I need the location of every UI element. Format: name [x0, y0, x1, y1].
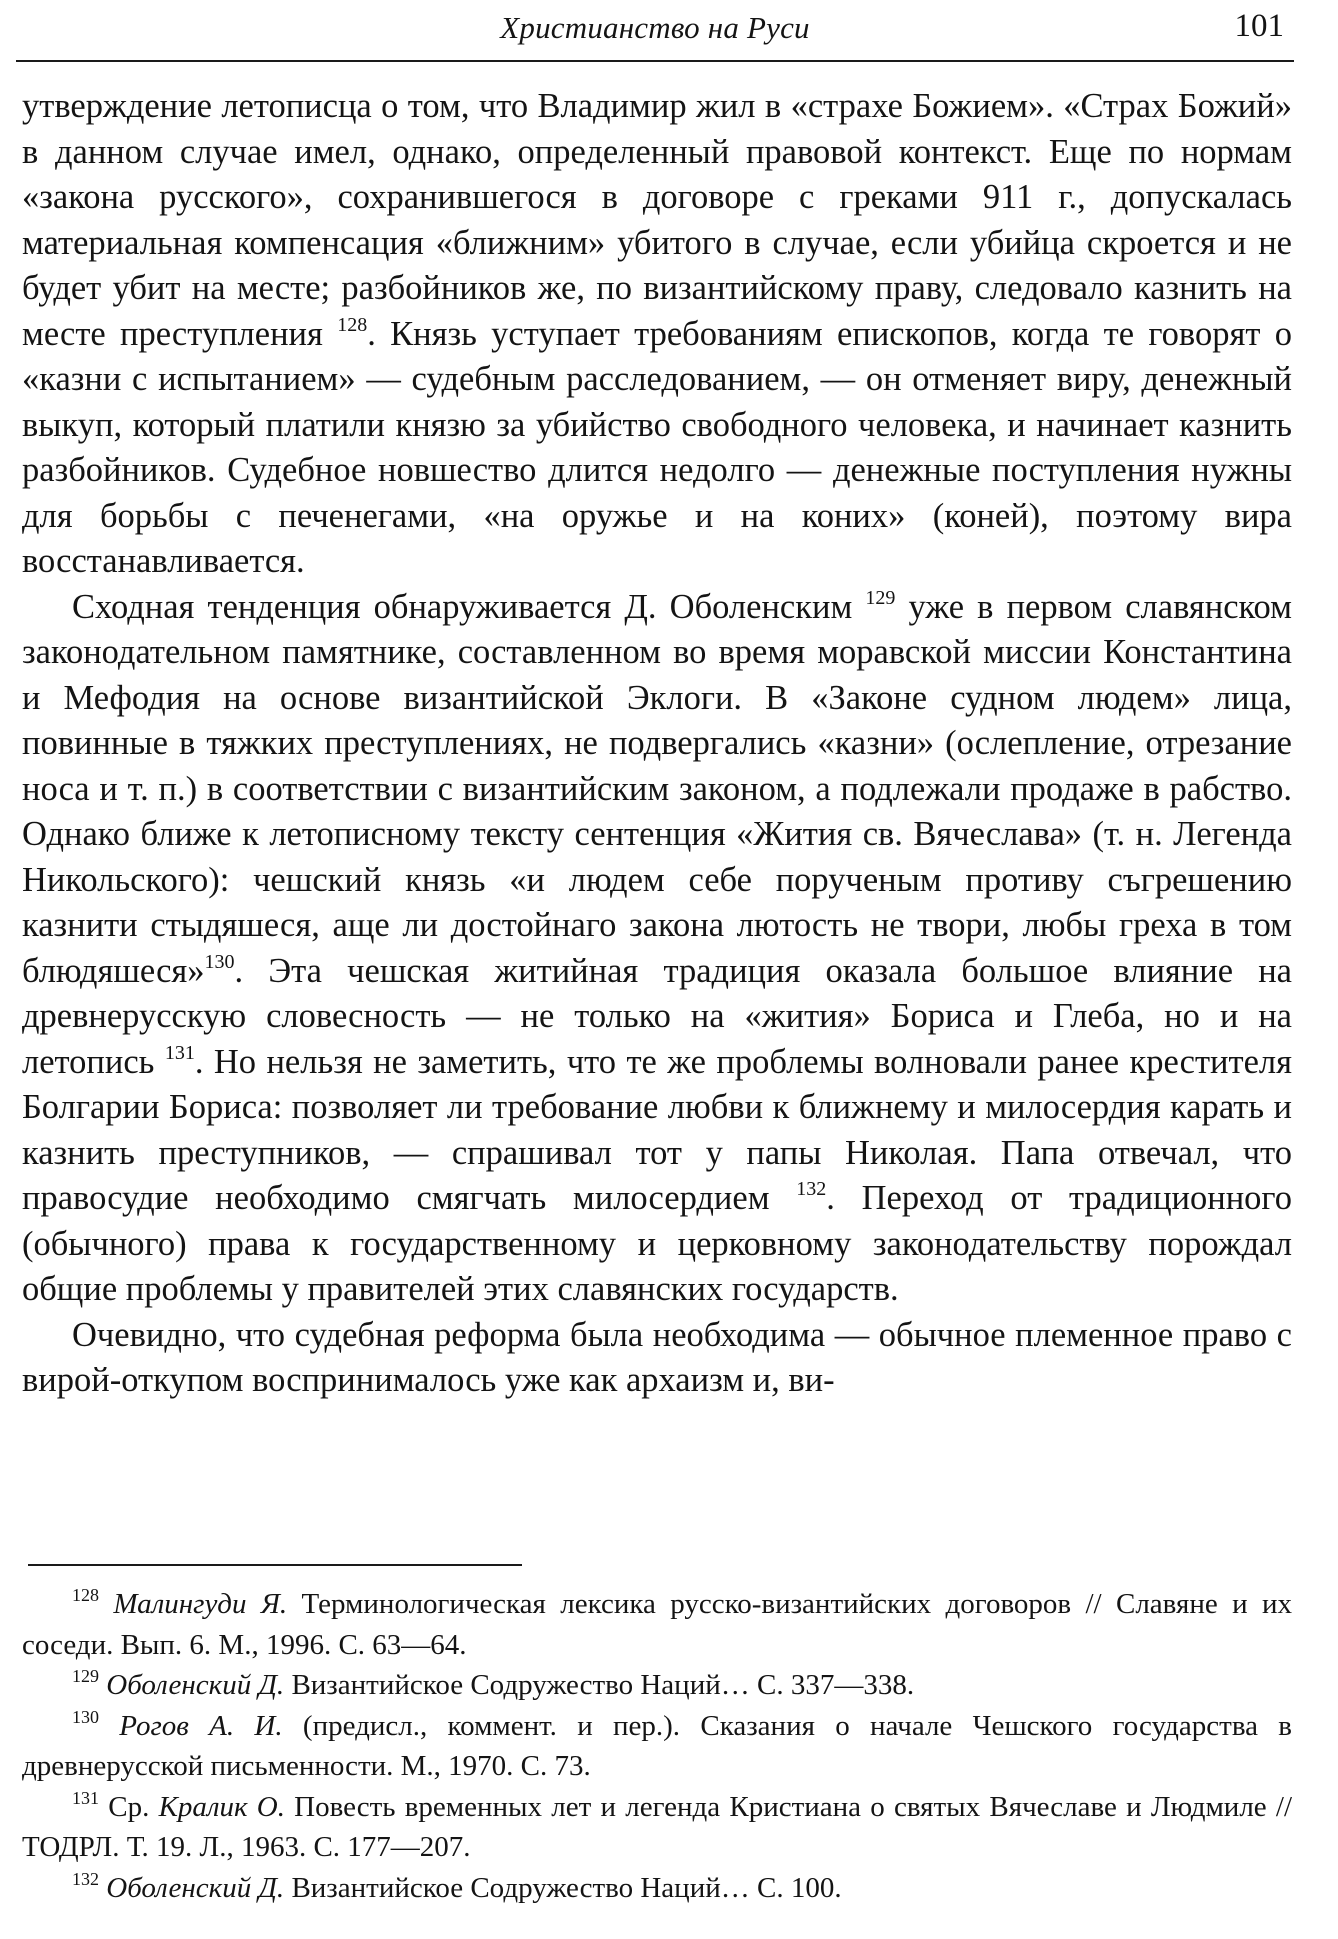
text-run: Сходная тенденция обнаруживается Д. Оболенским — [72, 587, 866, 626]
footnote-text: Терминологическая лексика русско-византийских договоров // Славяне и их соседи. Вып. 6. М., 1996. С. 63—64. — [22, 1588, 1293, 1661]
footnote-number: 131 — [72, 1787, 99, 1808]
paragraph-2 — [22, 585, 1292, 1313]
footnote-ref-128: 128 — [337, 313, 368, 336]
footnote-text: (предисл., коммент. и пер.). Сказания о начале Чешского государства в древнерусской письменности. М., 1970. С. 73. — [22, 1709, 1293, 1782]
main-text — [22, 84, 1292, 1404]
running-head — [16, 0, 1294, 62]
footnote-number: 129 — [72, 1666, 99, 1686]
footnote-author: Оболенский Д. — [106, 1669, 285, 1701]
footnote-130 — [22, 1706, 1292, 1787]
footnote-text: Византийское Содружество Наций… С. 337—338. — [284, 1669, 915, 1701]
text-run: . Князь уступает требованиям епископов, когда те говорят о «казни с испытанием» — судебным расследованием, — он отменяет виру, денежный выкуп, который платили князю за убийство свободного человека, и начинает казнить разбойников. Судебное новшество длится недолго — денежные поступления нужны для борьбы с печенегами, «на оружье и на коних» (коней), поэтому вира восстанавливается. — [22, 314, 1292, 580]
page-number: 101 — [1234, 8, 1284, 44]
text-run: утверждение летописца о том, что Владимир жил в «страхе Божием». «Страх Божий» в данном случае имел, однако, определенный правовой контекст. Еще по нормам «закона русского», сохранившегося в договоре с греками 911 г., допускалась материальная компенсация «ближним» убитого в случае, если убийца скроется и не будет убит на месте; разбойников же, по византийскому праву, следовало казнить на месте преступления — [22, 87, 1292, 353]
footnote-prefix: Ср. — [108, 1790, 159, 1823]
footnote-divider — [28, 1564, 522, 1566]
footnote-129 — [22, 1665, 1292, 1706]
paragraph-3 — [22, 1313, 1292, 1404]
footnote-ref-129: 129 — [865, 586, 896, 609]
running-title: Христианство на Руси — [500, 10, 810, 45]
footnote-ref-131: 131 — [164, 1041, 195, 1064]
footnote-author: Кралик О. — [158, 1790, 285, 1823]
text-run: . Переход от традиционного (обычного) права к государственному и церковному законодательству порождал общие проблемы у правителей этих славянских государств. — [22, 1179, 1292, 1308]
footnote-132 — [22, 1868, 1292, 1909]
footnote-ref-132: 132 — [796, 1178, 827, 1200]
text-run: . Эта чешская житийная традиция оказала большое влияние на древнерусскую словесность — не только на «жития» Бориса и Глеба, но и на летопись — [22, 951, 1292, 1081]
footnote-number: 128 — [72, 1585, 99, 1605]
footnote-number: 130 — [72, 1706, 99, 1727]
footnote-number: 132 — [72, 1868, 99, 1889]
text-run: Очевидно, что судебная реформа была необходима — обычное племенное право с вирой-откупом воспринималось уже как архаизм и, ви- — [22, 1315, 1292, 1399]
footnotes — [22, 1584, 1292, 1908]
text-run: уже в первом славянском законодательном памятнике, составленном во время моравской миссии Константина и Мефодия на основе византийской Эклоги. В «Законе судном людем» лица, повинные в тяжких преступлениях, не подвергались «казни» (ослепление, отрезание носа и т. п.) в соответствии с византийским законом, а подлежали продаже в рабство. Однако ближе к летописному тексту сентенция «Жития св. Вячеслава» (т. н. Легенда Никольского): чешский князь «и людем себе порученым противу съгрешению казнити стыдяшеся, аще ли достойнаго закона лютость не твори, любы греха в том блюдяшеся» — [22, 587, 1292, 990]
footnote-author: Малингуди Я. — [113, 1588, 288, 1620]
footnote-131 — [22, 1787, 1292, 1868]
paragraph-1 — [22, 84, 1292, 585]
footnote-text: Византийское Содружество Наций… С. 100. — [284, 1871, 842, 1904]
footnote-author: Рогов А. И. — [119, 1709, 283, 1742]
footnote-128 — [22, 1584, 1292, 1665]
footnote-author: Оболенский Д. — [106, 1871, 285, 1904]
footnote-ref-130: 130 — [204, 950, 235, 973]
footnote-text: Повесть временных лет и легенда Кристиана о святых Вячеславе и Людмиле // ТОДРЛ. Т. 19. Л., 1963. С. 177—207. — [22, 1790, 1293, 1863]
text-run: . Но нельзя не заметить, что те же проблемы волновали ранее крестителя Болгарии Бориса: позволяет ли требование любви к ближнему и милосердия карать и казнить преступников, — спрашивал тот у папы Николая. Папа отвечал, что правосудие необходимо смягчать милосердием — [22, 1042, 1292, 1217]
